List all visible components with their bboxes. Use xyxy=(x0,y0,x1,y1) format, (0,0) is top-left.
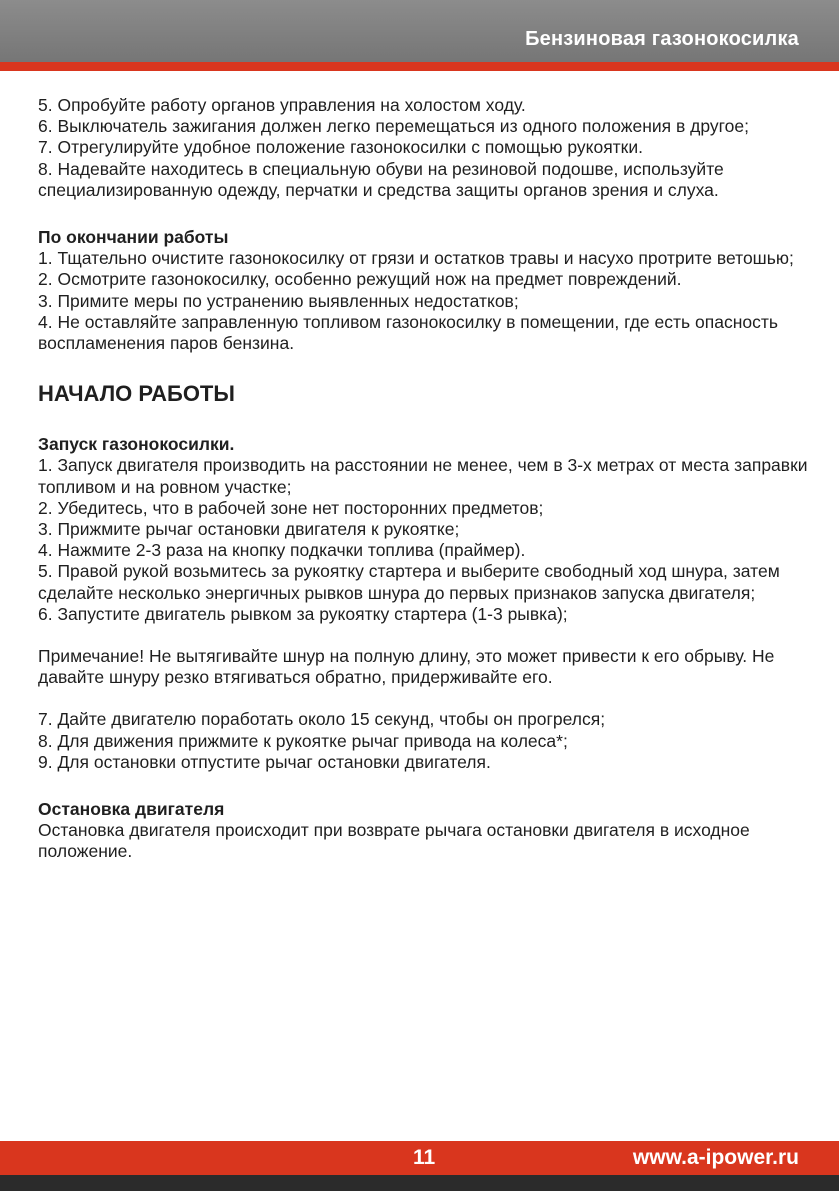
engine-stop-text: Остановка двигателя происходит при возврате рычага остановки двигателя в исходное положение. xyxy=(38,820,750,862)
list-item: 5. Опробуйте работу органов управления на холостом ходу. xyxy=(38,95,526,115)
list-item: 1. Тщательно очистите газонокосилку от грязи и остатков травы и насухо протрите ветошью; xyxy=(38,248,794,269)
list-item: 5. Правой рукой возьмитесь за рукоятку стартера и выберите свободный ход шнура, затем сделайте несколько энергичных рывков шнура до первых признаков запуска двигателя; xyxy=(38,561,780,603)
list-item: 6. Запустите двигатель рывком за рукоятку стартера (1-3 рывка); xyxy=(38,603,568,624)
engine-stop-heading: Остановка двигателя xyxy=(38,799,225,820)
list-item: 8. Для движения прижмите к рукоятке рычаг привода на колеса*; xyxy=(38,730,568,751)
header-title: Бензиновая газонокосилка xyxy=(525,28,799,50)
after-work-heading: По окончании работы xyxy=(38,227,229,248)
list-item: 3. Прижмите рычаг остановки двигателя к рукоятке; xyxy=(38,519,460,540)
header-accent-stripe xyxy=(0,62,839,71)
section-heading: НАЧАЛО РАБОТЫ xyxy=(38,381,235,407)
footer-url-link[interactable]: www.a-ipower.ru xyxy=(632,1146,799,1169)
list-item: 3. Примите меры по устранению выявленных недостатков; xyxy=(38,290,519,311)
list-item: 7. Дайте двигателю поработать около 15 секунд, чтобы он прогрелся; xyxy=(38,709,606,730)
list-item: 7. Отрегулируйте удобное положение газонокосилки с помощью рукоятки. xyxy=(38,137,643,158)
list-item: 2. Убедитесь, что в рабочей зоне нет посторонних предметов; xyxy=(38,497,544,518)
note-paragraph: Примечание! Не вытягивайте шнур на полную длину, это может привести к его обрыву. Не давайте шнуру резко втягиваться обратно, придерживайте его. xyxy=(38,646,775,688)
list-item: 1. Запуск двигателя производить на расстоянии не менее, чем в 3-х метрах от места заправки топливом и на ровном участке; xyxy=(38,455,808,497)
engine-stop-section xyxy=(38,799,808,863)
list-item: 8. Надевайте находитесь в специальную обуви на резиновой подошве, используйте специализированную одежду, перчатки и средства защиты органов зрения и слуха. xyxy=(38,158,724,200)
list-item: 4. Нажмите 2-3 раза на кнопку подкачки топлива (праймер). xyxy=(38,540,526,561)
start-subheading: Запуск газонокосилки. xyxy=(38,434,235,455)
footer-bottom-strip xyxy=(0,1175,839,1191)
page-number: 11 xyxy=(413,1146,436,1169)
list-item: 6. Выключатель зажигания должен легко перемещаться из одного положения в другое; xyxy=(38,116,749,137)
page-content xyxy=(38,95,808,863)
start-section xyxy=(38,380,808,773)
after-work-section xyxy=(38,227,808,354)
list-item: 9. Для остановки отпустите рычаг остановки двигателя. xyxy=(38,751,491,772)
intro-list xyxy=(38,95,808,201)
page-header xyxy=(0,0,839,62)
list-item: 4. Не оставляйте заправленную топливом газонокосилку в помещении, где есть опасность воспламенения паров бензина. xyxy=(38,311,778,354)
list-item: 2. Осмотрите газонокосилку, особенно режущий нож на предмет повреждений. xyxy=(38,269,682,290)
